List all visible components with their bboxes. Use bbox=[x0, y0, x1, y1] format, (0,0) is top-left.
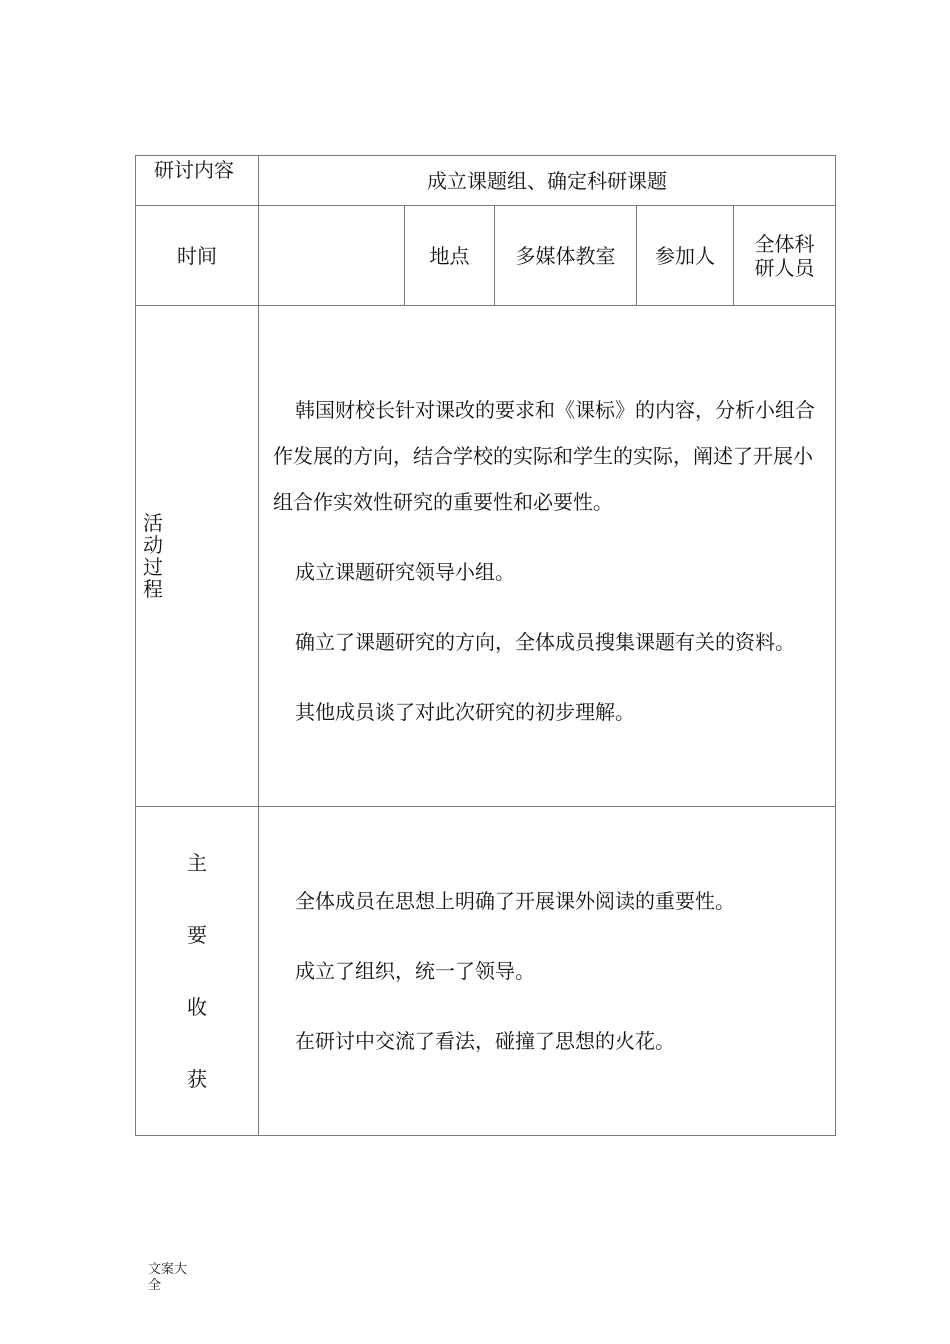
gains-label-char: 获 bbox=[187, 1067, 207, 1091]
process-row bbox=[136, 306, 836, 807]
topic-label: 研讨内容 bbox=[136, 156, 259, 206]
gains-paragraph: 成立了组织，统一了领导。 bbox=[295, 959, 535, 983]
gains-label-char: 主 bbox=[187, 851, 207, 875]
gains-label-char: 要 bbox=[187, 923, 207, 947]
participants-value bbox=[734, 206, 836, 306]
place-label: 地点 bbox=[405, 206, 495, 306]
participants-label: 参加人 bbox=[637, 206, 734, 306]
participants-line-1: 全体科 bbox=[754, 231, 815, 256]
process-paragraph: 成立课题研究领导小组。 bbox=[295, 560, 515, 584]
topic-value: 成立课题组、确定科研课题 bbox=[259, 156, 836, 206]
process-label-cell bbox=[136, 306, 259, 807]
topic-row bbox=[136, 156, 836, 206]
process-paragraph: 韩国财校长针对课改的要求和《课标》的内容，分析小组合作发展的方向，结合学校的实际和学生的实际，阐述了开展小组合作实效性研究的重要性和必要性。 bbox=[273, 398, 815, 514]
gains-label bbox=[136, 827, 258, 1115]
process-content-cell bbox=[259, 306, 836, 807]
process-content bbox=[273, 347, 815, 765]
meta-row bbox=[136, 206, 836, 306]
participants-line-2: 研人员 bbox=[754, 255, 815, 280]
gains-content bbox=[273, 879, 815, 1063]
gains-label-cell bbox=[136, 807, 259, 1136]
place-value: 多媒体教室 bbox=[495, 206, 637, 306]
gains-label-char: 收 bbox=[187, 995, 207, 1019]
gains-paragraph: 在研讨中交流了看法，碰撞了思想的火花。 bbox=[295, 1029, 675, 1053]
process-paragraph: 其他成员谈了对此次研究的初步理解。 bbox=[295, 700, 635, 724]
activity-record-table bbox=[135, 155, 836, 1136]
process-paragraph: 确立了课题研究的方向，全体成员搜集课题有关的资料。 bbox=[295, 630, 795, 654]
process-label: 活动过程 bbox=[143, 511, 163, 601]
gains-paragraph: 全体成员在思想上明确了开展课外阅读的重要性。 bbox=[295, 889, 735, 913]
time-value bbox=[259, 206, 405, 306]
gains-content-cell bbox=[259, 807, 836, 1136]
gains-row bbox=[136, 807, 836, 1136]
page-footer: 文案大全 bbox=[148, 1262, 188, 1293]
time-label: 时间 bbox=[136, 206, 259, 306]
